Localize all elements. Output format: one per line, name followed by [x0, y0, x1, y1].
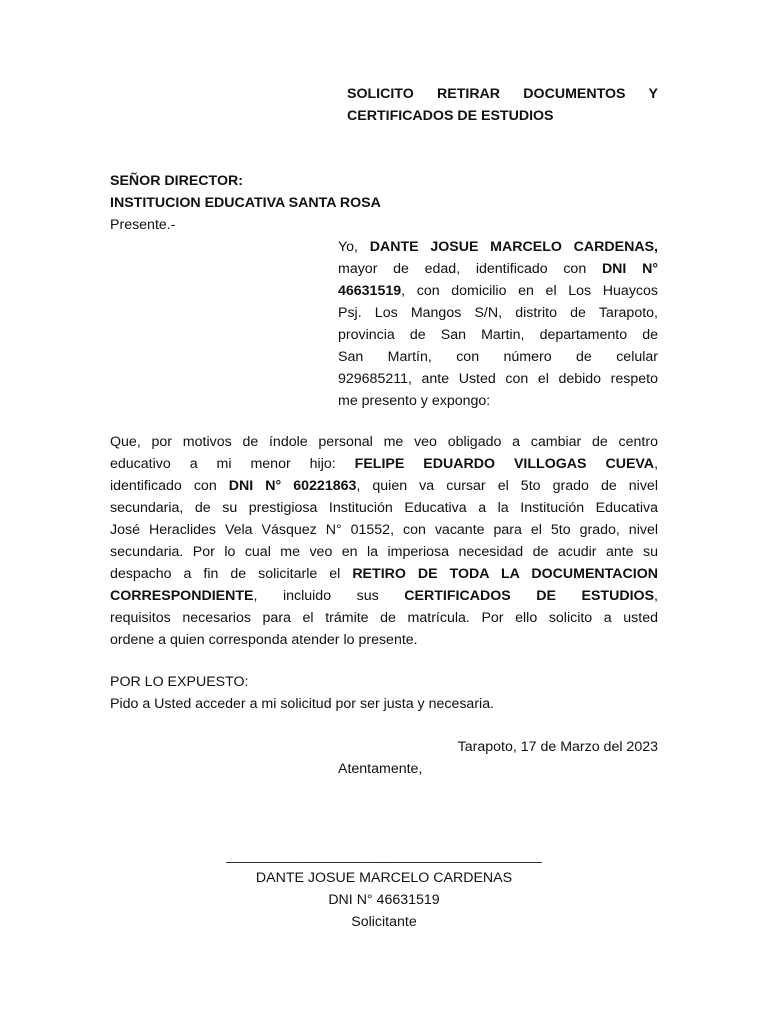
subject-line-1: SOLICITO RETIRAR DOCUMENTOS Y — [347, 86, 658, 102]
body-line: CORRESPONDIENTE, incluido sus CERTIFICADOS DE ESTUDIOS, — [110, 588, 658, 604]
intro-line: San Martín, con número de celular — [338, 349, 658, 365]
signature-dni: DNI N° 46631519 — [328, 892, 440, 908]
addressee-presente: Presente.- — [110, 217, 176, 233]
body-line: José Heraclides Vela Vásquez N° 01552, con vacante para el 5to grado, nivel — [110, 522, 658, 538]
body-line: ordene a quien corresponda atender lo presente. — [110, 632, 418, 648]
signature-role: Solicitante — [351, 914, 417, 930]
intro-block — [338, 236, 658, 412]
pido-line: Pido a Usted acceder a mi solicitud por ser justa y necesaria. — [110, 696, 495, 712]
addressee-institution: INSTITUCION EDUCATIVA SANTA ROSA — [110, 195, 381, 211]
intro-line: mayor de edad, identificado con DNI N° — [338, 261, 659, 277]
signature-block — [184, 845, 584, 933]
body-line: educativo a mi menor hijo: FELIPE EDUARDO VILLOGAS CUEVA, — [110, 456, 659, 472]
addressee-title: SEÑOR DIRECTOR: — [110, 173, 243, 189]
intro-line: 929685211, ante Usted con el debido respeto — [338, 371, 658, 387]
body-line: Que, por motivos de índole personal me veo obligado a cambiar de centro — [110, 434, 658, 450]
signature-line: ________________________________________ — [226, 848, 542, 864]
body-line: secundaria, de su prestigiosa Institución Educativa a la Institución Educativa — [110, 500, 658, 516]
atentamente: Atentamente, — [338, 761, 423, 777]
addressee-block — [110, 170, 658, 236]
intro-line: provincia de San Martin, departamento de — [338, 327, 658, 343]
signature-name: DANTE JOSUE MARCELO CARDENAS — [255, 870, 513, 886]
body-line: despacho a fin de solicitarle el RETIRO DE TODA LA DOCUMENTACION — [110, 566, 659, 582]
intro-line: Yo, DANTE JOSUE MARCELO CARDENAS, — [338, 239, 658, 255]
intro-line: Psj. Los Mangos S/N, distrito de Tarapoto, — [338, 305, 658, 321]
body-line: identificado con DNI N° 60221863, quien va cursar el 5to grado de nivel — [110, 478, 658, 494]
body-line: requisitos necesarios para el trámite de matrícula. Por ello solicito a usted — [110, 610, 658, 626]
por-lo-expuesto: POR LO EXPUESTO: — [110, 674, 249, 690]
intro-line: me presento y expongo: — [338, 393, 491, 409]
body-line: secundaria. Por lo cual me veo en la imperiosa necesidad de acudir ante su — [110, 544, 658, 560]
subject-block — [347, 83, 658, 127]
closing-block — [110, 671, 658, 715]
subject-line-2: CERTIFICADOS DE ESTUDIOS — [347, 108, 554, 124]
date-line: Tarapoto, 17 de Marzo del 2023 — [457, 739, 658, 755]
body-paragraph — [110, 431, 658, 651]
intro-line: 46631519, con domicilio en el Los Huaycos — [338, 283, 658, 299]
